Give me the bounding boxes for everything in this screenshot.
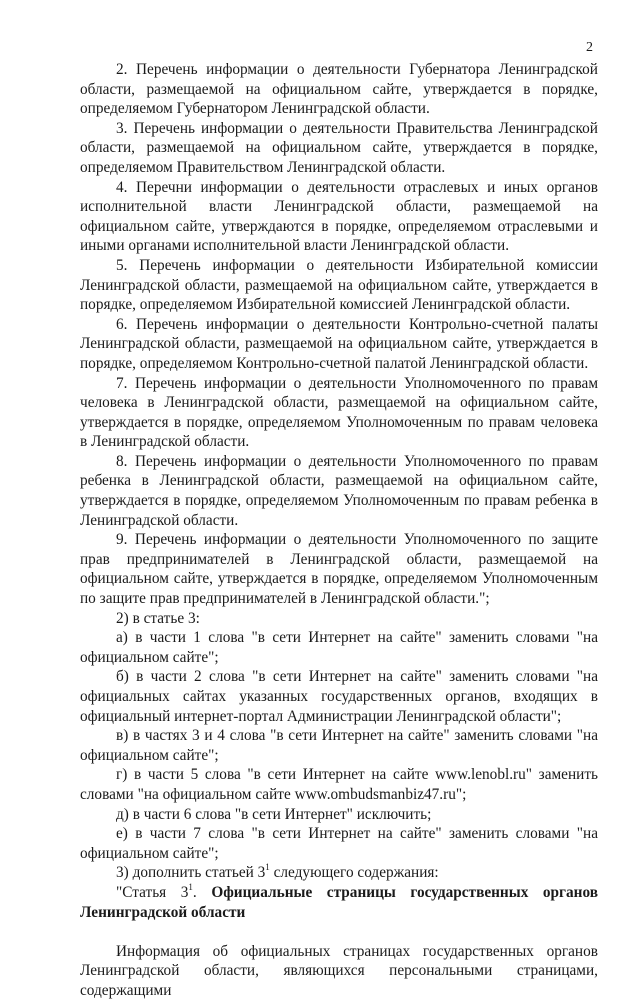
paragraph-article-body: Информация об официальных страницах государственных органов Ленинградской области, являющихся персональными страницами, содержащими: [80, 942, 598, 999]
paragraph-subitem-e: е) в части 7 слова "в сети Интернет на сайте" заменить словами "на официальном сайте";: [80, 825, 598, 862]
paragraph-item-5: 5. Перечень информации о деятельности Избирательной комиссии Ленинградской области, размещаемой на официальном сайте, утверждается в порядке, определяемом Избирательной комиссией Ленинградской области.: [80, 256, 598, 314]
paragraph-item-3-add-article: [80, 863, 598, 883]
paragraph-item-2: 2. Перечень информации о деятельности Губернатора Ленинградской области, размещаемой на официальном сайте, утверждается в порядке, определяемом Губернатором Ленинградской области.: [80, 61, 598, 118]
article-title: Официальные страницы государственных органов Ленинградской области: [80, 883, 598, 921]
paragraph-item-7: 7. Перечень информации о деятельности Уполномоченного по правам человека в Ленинградской области, размещаемой на официальном сайте, утверждается в порядке, определяемом Уполномоченным по правам человека в Ленинградской области.: [80, 374, 598, 451]
document-body: [80, 60, 598, 1001]
paragraph-subitem-v: в) в частях 3 и 4 слова "в сети Интернет на сайте" заменить словами "на официальном сайте";: [80, 727, 598, 764]
paragraph-item-3: 3. Перечень информации о деятельности Правительства Ленинградской области, размещаемой на официальном сайте, утверждается в порядке, определяемом Правительством Ленинградской области.: [80, 119, 598, 176]
article-superscript: 1: [188, 881, 193, 892]
paragraph-item-6: 6. Перечень информации о деятельности Контрольно-счетной палаты Ленинградской области, размещаемой на официальном сайте, утверждается в порядке, определяемом Контрольно-счетной палатой Ленинградской области.: [80, 315, 598, 372]
article-prefix: "Статья 3: [116, 883, 189, 901]
paragraph-subitem-g: г) в части 5 слова "в сети Интернет на сайте www.lenobl.ru" заменить словами "на официальном сайте www.ombudsmanbiz47.ru";: [80, 766, 598, 803]
paragraph-subitem-b: б) в части 2 слова "в сети Интернет на сайте" заменить словами "на официальных сайтах указанных государственных органов, входящих в официальный интернет-портал Администрации Ленинградской области";: [80, 668, 598, 725]
item-3-text-end: следующего содержания:: [269, 864, 439, 882]
item-3-superscript: 1: [265, 862, 270, 873]
paragraph-item-4: 4. Перечни информации о деятельности отраслевых и иных органов исполнительной власти Ленинградской области, размещаемой на официальном сайте, утверждаются в порядке, определяемом отраслевыми и иными органами исполнительной власти Ленинградской области.: [80, 178, 598, 255]
paragraph-subitem-d: д) в части 6 слова "в сети Интернет" исключить;: [116, 805, 432, 823]
page-number: 2: [586, 40, 593, 55]
paragraph-article-3-intro: 2) в статье 3:: [116, 609, 200, 627]
item-3-text: 3) дополнить статьей 3: [116, 864, 266, 882]
paragraph-subitem-a: а) в части 1 слова "в сети Интернет на сайте" заменить словами "на официальном сайте";: [80, 629, 598, 666]
paragraph-item-9: 9. Перечень информации о деятельности Уполномоченного по защите прав предпринимателей в Ленинградской области, размещаемой на официальном сайте, утверждается в порядке, определяемом Уполномоченным по защите прав предпринимателей в Ленинградской области.";: [80, 531, 598, 608]
article-heading: [80, 883, 598, 922]
article-dot: .: [192, 883, 212, 901]
paragraph-item-8: 8. Перечень информации о деятельности Уполномоченного по правам ребенка в Ленинградской области, размещаемой на официальном сайте, утверждается в порядке, определяемом Уполномоченным по правам ребенка в Ленинградской области.: [80, 452, 598, 529]
